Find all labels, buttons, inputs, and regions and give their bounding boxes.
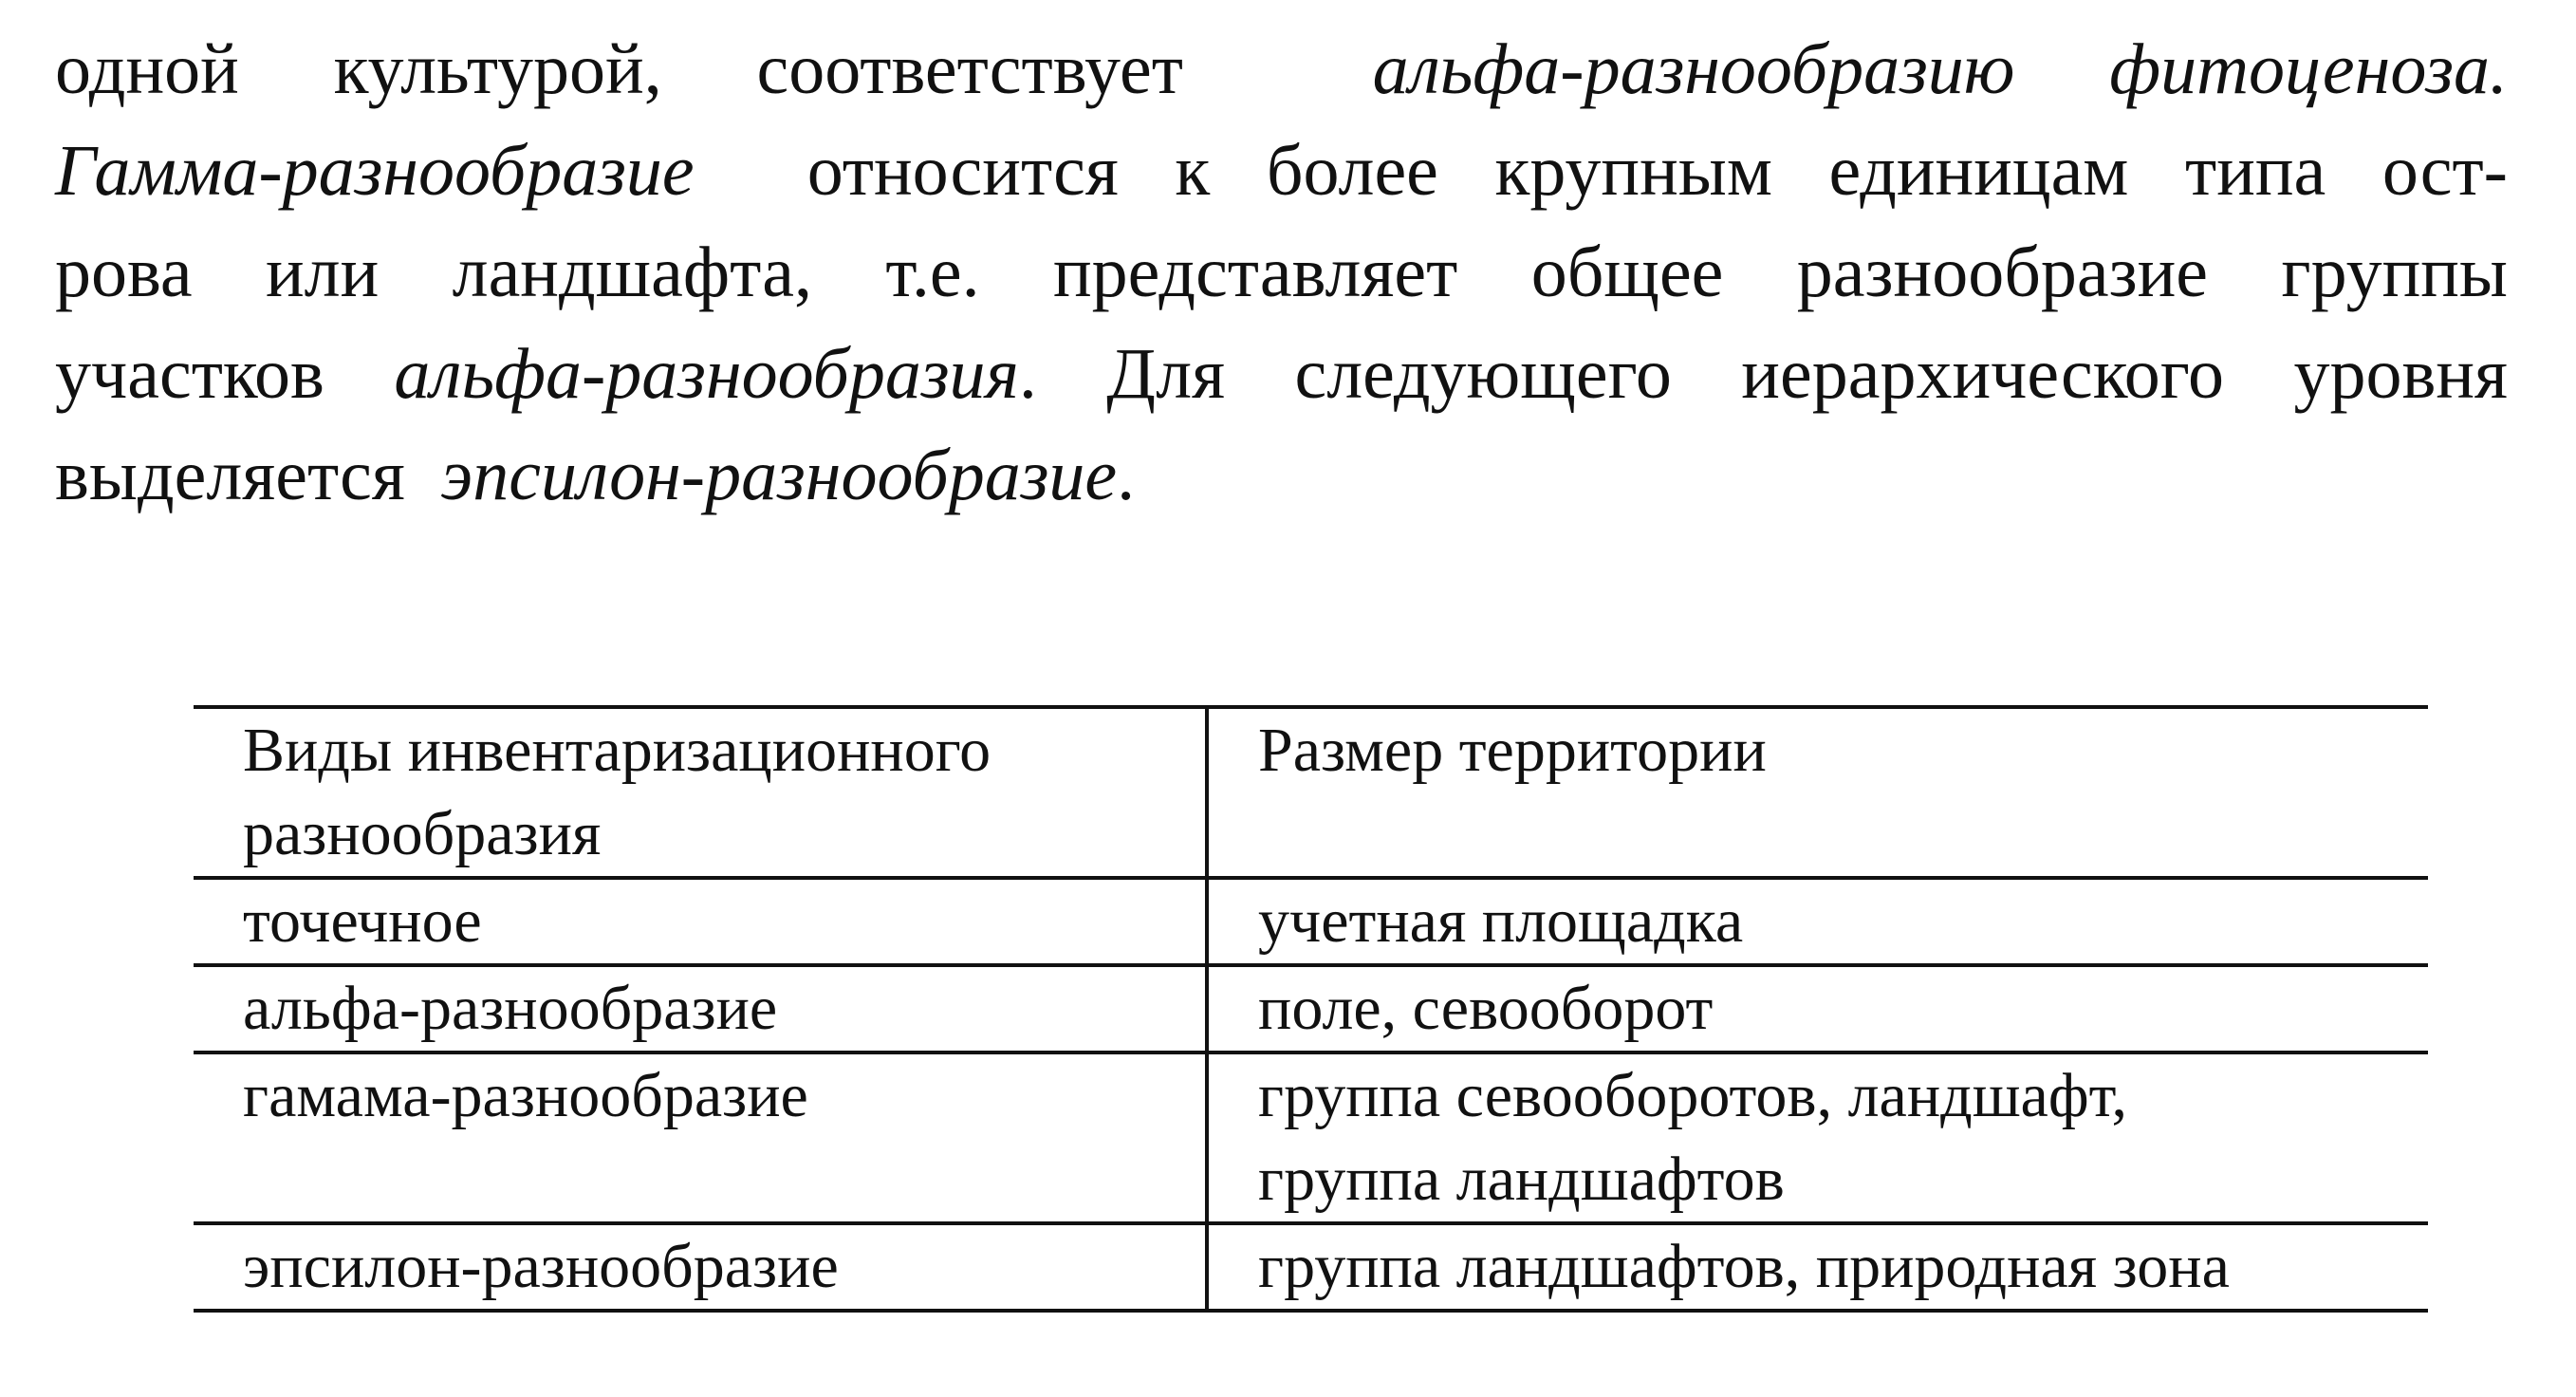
table-header-row: [194, 707, 2428, 878]
text-run: рова или ландшафта, т.е. представляет общее разнообразие группы: [55, 233, 2508, 312]
paragraph-line: [55, 324, 2508, 425]
text-run: относится к более крупным единицам типа ост-: [806, 131, 2508, 211]
italic-term: Гамма-разнообразие: [55, 131, 695, 211]
cell-text: группа ландшафтов: [1258, 1145, 1785, 1214]
table-row: [194, 965, 2428, 1052]
table-row: [194, 1052, 2428, 1223]
text-run: . Для следующего иерархического уровня: [1018, 334, 2508, 414]
cell-type: [194, 878, 1207, 965]
italic-term: альфа-разнообразия: [394, 334, 1019, 414]
cell-text: эпсилон-разнообразие: [243, 1232, 839, 1301]
cell-size: [1207, 1052, 2428, 1223]
cell-text: гамама-разнообразие: [243, 1061, 808, 1130]
header-text: Размер территории: [1258, 716, 1767, 785]
cell-text: поле, севооборот: [1258, 974, 1714, 1043]
cell-size: [1207, 965, 2428, 1052]
header-cell-size: [1207, 707, 2428, 878]
table-row: [194, 1223, 2428, 1311]
text-run: выделяется: [55, 436, 405, 515]
italic-term: эпсилон-разнообразие: [440, 436, 1118, 515]
cell-text: учетная площадка: [1258, 886, 1744, 956]
text-run: .: [1117, 436, 1136, 515]
body-paragraph: [55, 19, 2508, 527]
paragraph-line: [55, 121, 2508, 222]
paragraph-line: [55, 425, 2508, 527]
italic-term: альфа-разнообразию фитоценоза.: [1372, 29, 2509, 109]
cell-type: [194, 1052, 1207, 1223]
cell-text: группа севооборотов, ландшафт,: [1258, 1061, 2127, 1130]
cell-type: [194, 1223, 1207, 1311]
header-text: разнообразия: [243, 799, 602, 868]
paragraph-line: [55, 19, 2508, 121]
cell-text: группа ландшафтов, природная зона: [1258, 1232, 2230, 1301]
table: [194, 705, 2428, 1313]
header-cell-type: [194, 707, 1207, 878]
diversity-table: [194, 705, 2428, 1313]
cell-text: точечное: [243, 886, 482, 956]
text-run: одной культурой, соответствует: [55, 29, 1183, 109]
table-row: [194, 878, 2428, 965]
paragraph-line: [55, 222, 2508, 324]
cell-size: [1207, 878, 2428, 965]
cell-text: альфа-разнообразие: [243, 974, 778, 1043]
cell-type: [194, 965, 1207, 1052]
text-run: участков: [55, 334, 324, 414]
cell-size: [1207, 1223, 2428, 1311]
header-text: Виды инвентаризационного: [243, 716, 991, 785]
